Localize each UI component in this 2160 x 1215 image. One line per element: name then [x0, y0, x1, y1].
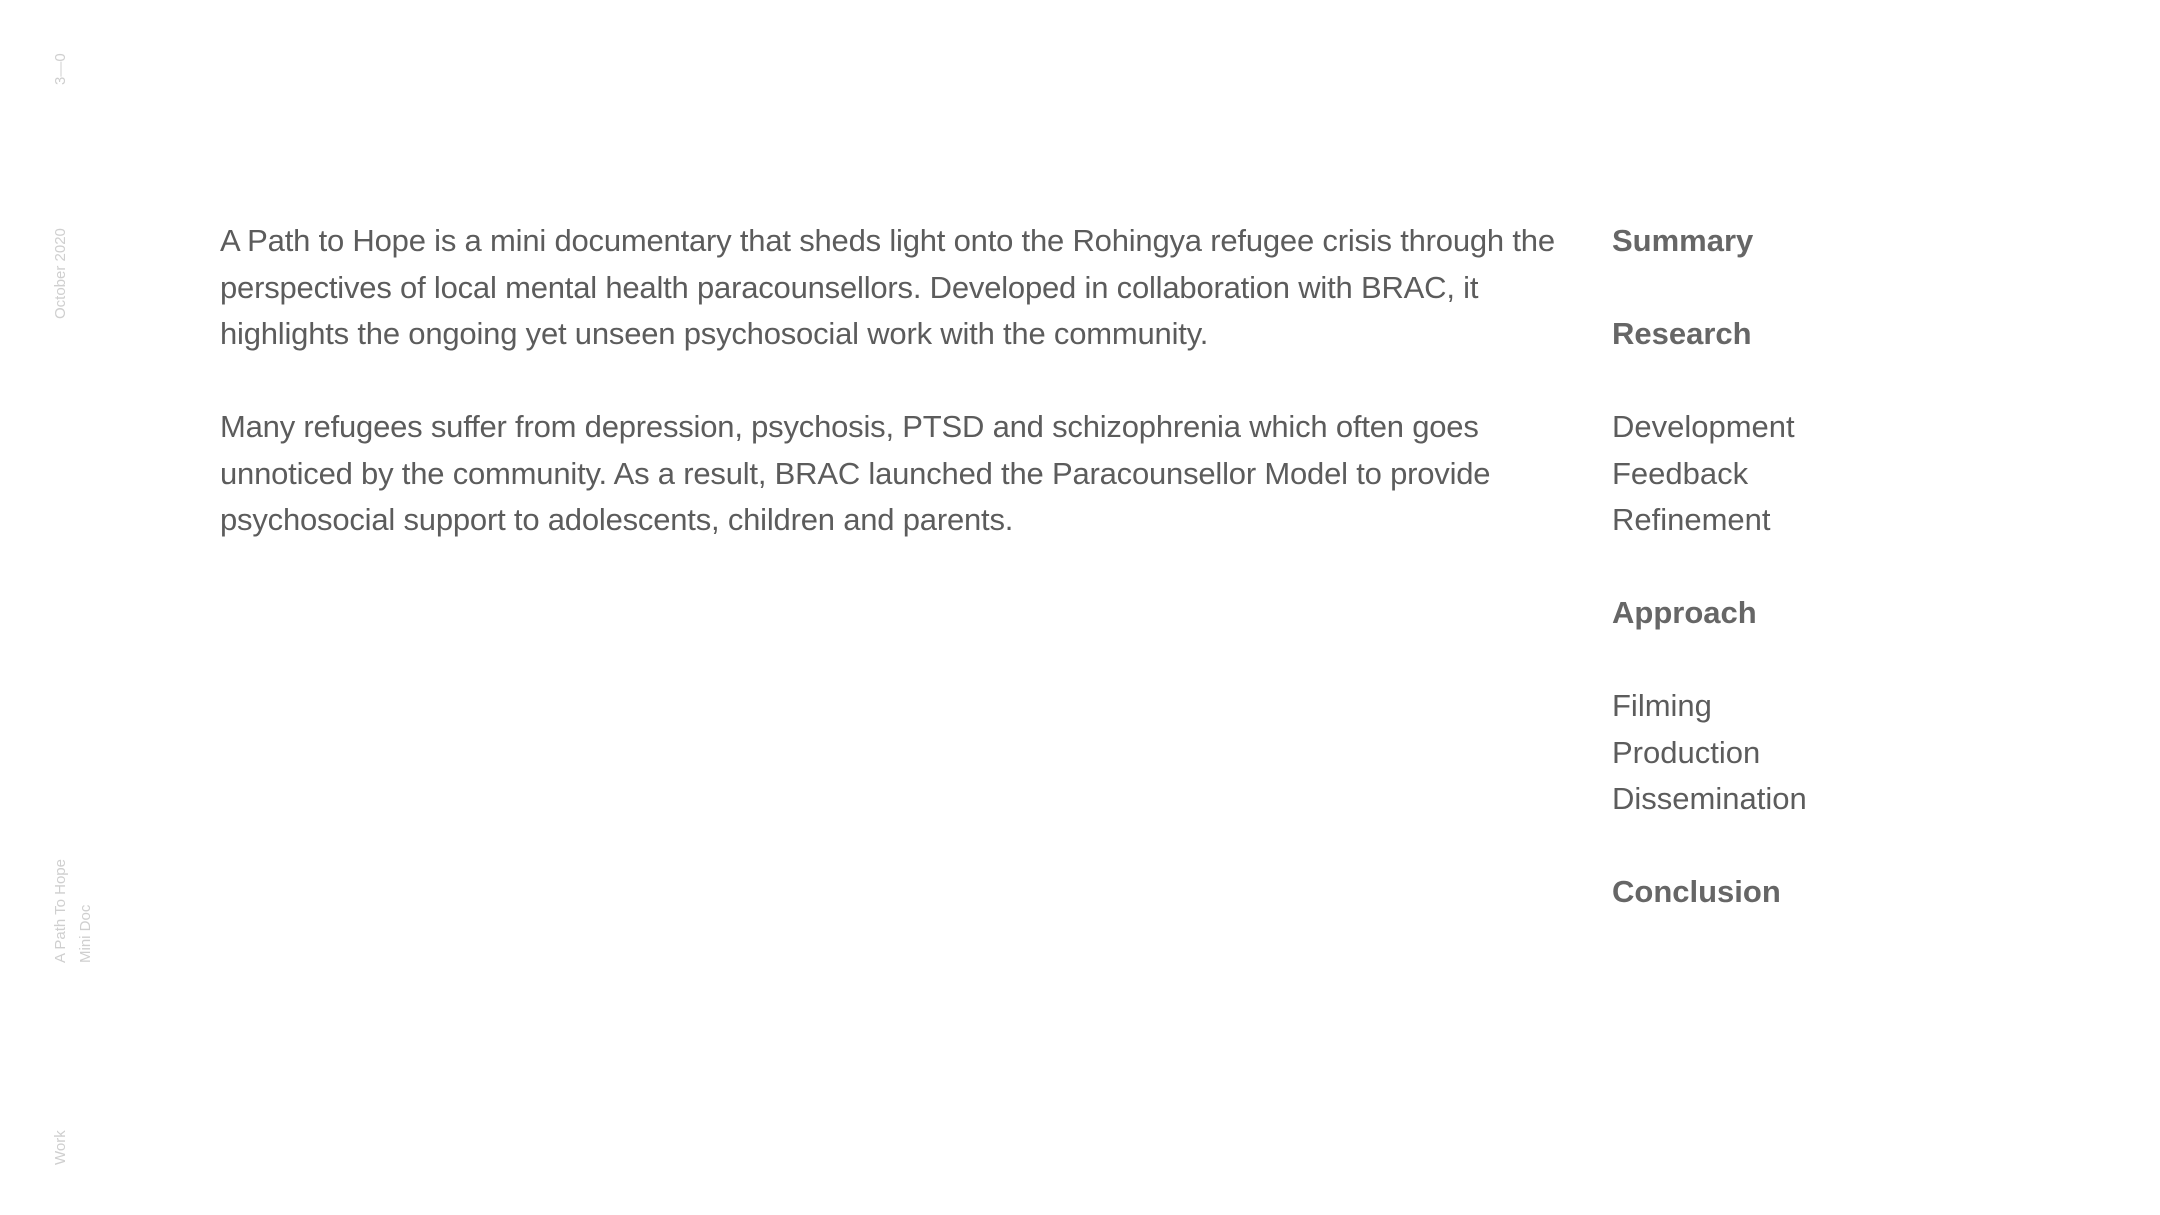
toc-link-production[interactable]: Production	[1612, 734, 1761, 770]
date-label: October 2020	[52, 228, 69, 319]
toc-link-refinement[interactable]: Refinement	[1612, 502, 1771, 537]
toc-link-approach[interactable]: Approach	[1612, 595, 1757, 630]
toc-link-research[interactable]: Research	[1612, 316, 1752, 351]
toc-spacer	[1612, 823, 2112, 870]
intro-paragraph: A Path to Hope is a mini documentary that sheds light onto the Rohingya refugee crisis through the perspectives of local mental health paracounsellors. Developed in collaboration with BRAC, it highlights the ongoing yet unseen psychosocial work with the community.	[220, 223, 1555, 351]
toc-spacer	[1612, 637, 2112, 684]
toc-link-summary[interactable]: Summary	[1612, 223, 1754, 258]
section-label: Work	[52, 1130, 69, 1165]
toc-link-feedback[interactable]: Feedback	[1612, 455, 1749, 491]
toc-spacer	[1612, 265, 2112, 312]
toc-link-dissemination[interactable]: Dissemination	[1612, 781, 1807, 816]
toc-link-development[interactable]: Development	[1612, 409, 1795, 444]
project-subtitle: Mini Doc	[77, 904, 94, 963]
context-paragraph: Many refugees suffer from depression, psychosis, PTSD and schizophrenia which often goes unnoticed by the community. As a result, BRAC launched the Paracounsellor Model to provide psychosocial support to adolescents, children and parents.	[220, 409, 1491, 537]
toc-link-filming[interactable]: Filming	[1612, 688, 1712, 723]
table-of-contents	[1612, 218, 2112, 916]
main-content	[220, 218, 1560, 590]
toc-spacer	[1612, 358, 2112, 405]
toc-link-conclusion[interactable]: Conclusion	[1612, 874, 1781, 909]
toc-spacer	[1612, 544, 2112, 591]
page-number: 3—0	[52, 53, 69, 85]
project-title: A Path To Hope	[52, 859, 69, 963]
